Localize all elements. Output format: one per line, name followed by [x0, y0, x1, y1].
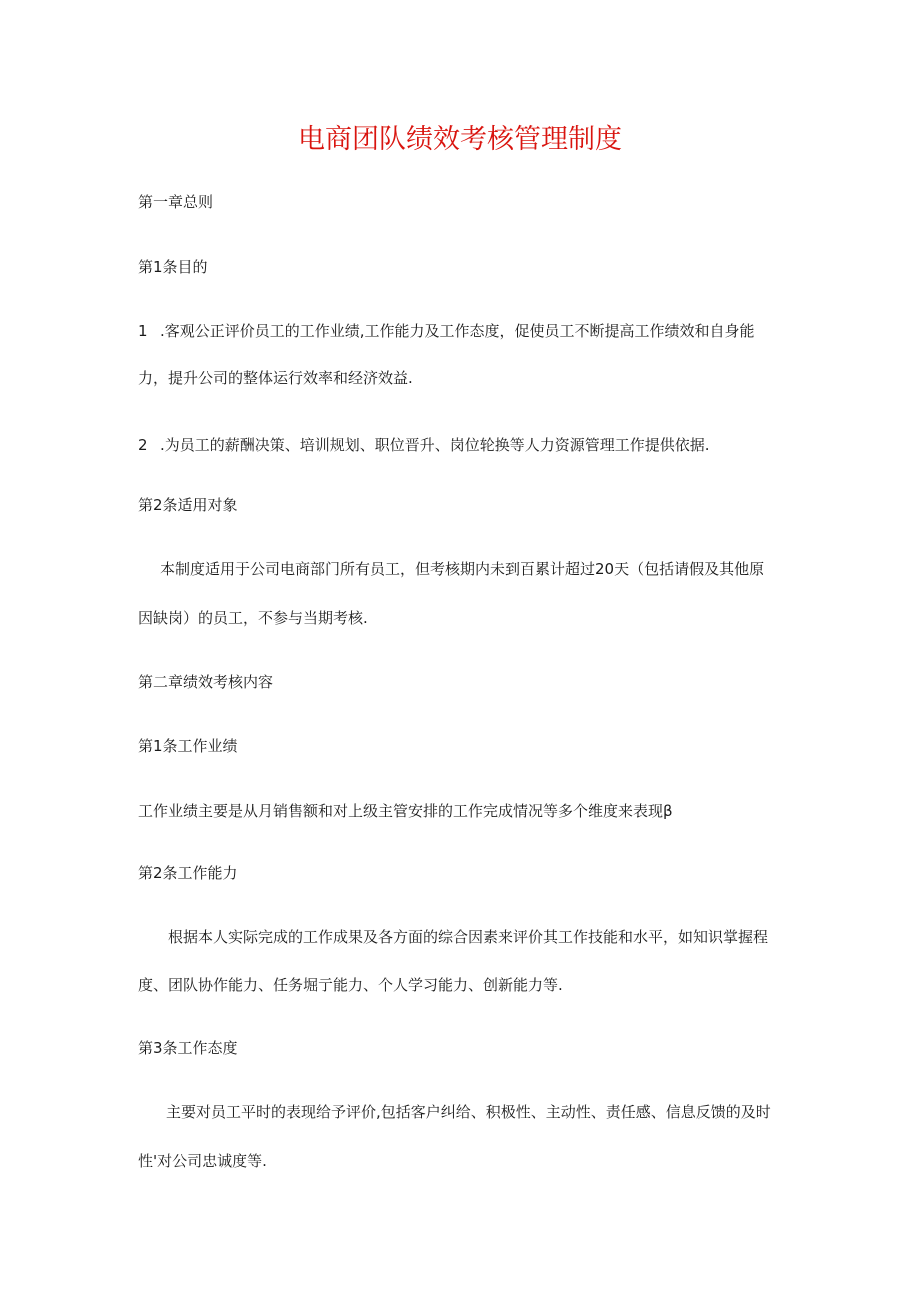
article-2-paragraph-line-1: 本制度适用于公司电商部门所有员工，但考核期内未到百累计超过20天（包括请假及其他原	[160, 560, 765, 578]
article-1-heading: 第1条目的	[138, 258, 208, 276]
list-number: 1	[138, 322, 148, 340]
chapter-2-article-2-heading: 第2条工作能力	[138, 864, 238, 882]
list-number: 2	[138, 436, 148, 454]
article-2-paragraph-line-2: 因缺岗）的员工，不参与当期考核.	[138, 609, 368, 627]
list-text: .客观公正评价员工的工作业绩,工作能力及工作态度，促使员工不断提高工作绩效和自身能	[160, 322, 755, 340]
article-1-item-2	[138, 434, 818, 456]
article-1-item-1-line-1	[138, 320, 818, 342]
chapter-2-article-3-heading: 第3条工作态度	[138, 1039, 238, 1057]
article-1-item-1-line-2: 力，提升公司的整体运行效率和经济效益.	[138, 369, 413, 387]
chapter-1-heading: 第一章总则	[138, 193, 214, 211]
list-text: .为员工的薪酬决策、培训规划、职位晋升、岗位轮换等人力资源管理工作提供依据.	[160, 436, 710, 454]
chapter-2-article-3-paragraph-line-1: 主要对员工平时的表现给予评价,包括客户纠给、积极性、主动性、责任感、信息反馈的及时	[166, 1103, 771, 1121]
chapter-2-article-1-heading: 第1条工作业绩	[138, 737, 238, 755]
document-title: 电商团队绩效考核管理制度	[298, 124, 622, 155]
chapter-2-article-2-paragraph-line-2: 度、团队协作能力、任务堀亍能力、个人学习能力、创新能力等.	[138, 976, 563, 994]
chapter-2-article-3-paragraph-line-2: 性'对公司忠诚度等.	[138, 1152, 267, 1170]
article-2-heading: 第2条适用对象	[138, 496, 238, 514]
chapter-2-heading: 第二章绩效考核内容	[138, 673, 274, 691]
chapter-2-article-1-paragraph: 工作业绩主要是从月销售额和对上级主管安排的工作完成情况等多个维度来表现β	[138, 802, 673, 820]
chapter-2-article-2-paragraph-line-1: 根据本人实际完成的工作成果及各方面的综合因素来评价其工作技能和水平，如知识掌握程	[168, 928, 769, 946]
